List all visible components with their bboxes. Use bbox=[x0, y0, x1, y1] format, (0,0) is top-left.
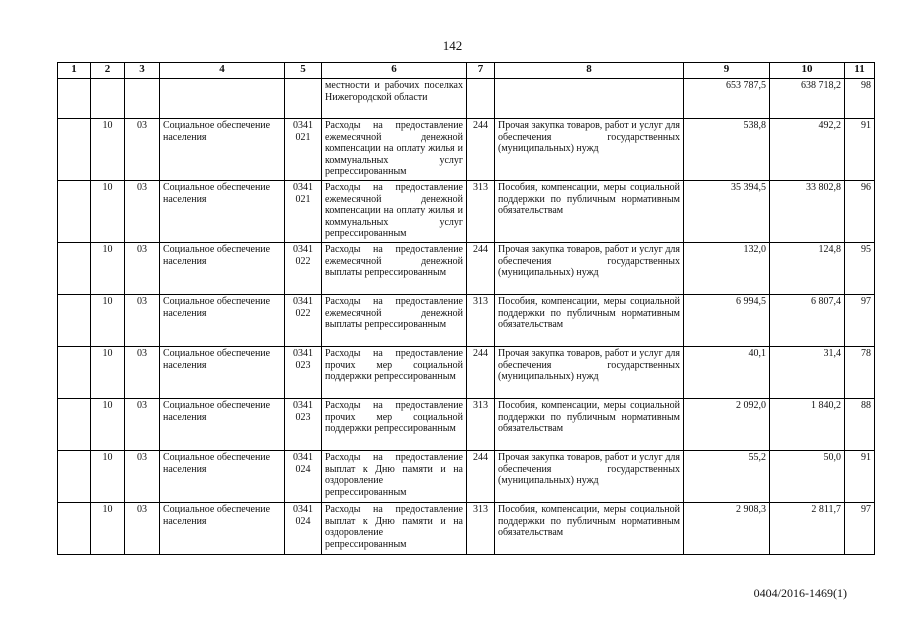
cell-expense-description: Расходы на предоставление выплат к Дню памяти и на оздоровление репрессированным bbox=[322, 503, 467, 555]
cell-execution-percent: 97 bbox=[845, 295, 875, 347]
cell-column-1 bbox=[58, 79, 91, 119]
cell-subsection: 03 bbox=[125, 451, 160, 503]
cell-execution-percent: 78 bbox=[845, 347, 875, 399]
cell-subsection: 03 bbox=[125, 119, 160, 181]
cell-expense-type: 313 bbox=[467, 399, 495, 451]
cell-section: 10 bbox=[91, 451, 125, 503]
cell-section-name: Социальное обеспечение населения bbox=[160, 181, 285, 243]
cell-section: 10 bbox=[91, 243, 125, 295]
cell-expense-type-name: Пособия, компенсации, меры социальной поддержки по публичным нормативным обязательствам bbox=[495, 399, 684, 451]
table-row bbox=[58, 399, 875, 451]
cell-expense-description: Расходы на предоставление выплат к Дню памяти и на оздоровление репрессированным bbox=[322, 451, 467, 503]
cell-target-article: 0341 022 bbox=[285, 295, 322, 347]
cell-section-name: Социальное обеспечение населения bbox=[160, 451, 285, 503]
cell-column-1 bbox=[58, 503, 91, 555]
cell-execution-percent: 88 bbox=[845, 399, 875, 451]
column-header: 11 bbox=[845, 63, 875, 79]
cell-actual-amount: 638 718,2 bbox=[770, 79, 845, 119]
cell-expense-type-name: Прочая закупка товаров, работ и услуг для обеспечения государственных (муниципальных) нужд bbox=[495, 451, 684, 503]
cell-execution-percent: 98 bbox=[845, 79, 875, 119]
cell-target-article: 0341 023 bbox=[285, 399, 322, 451]
cell-section-name: Социальное обеспечение населения bbox=[160, 119, 285, 181]
cell-target-article: 0341 022 bbox=[285, 243, 322, 295]
cell-expense-description: Расходы на предоставление ежемесячной денежной компенсации на оплату жилья и коммунальных услуг репрессированным bbox=[322, 119, 467, 181]
cell-target-article: 0341 021 bbox=[285, 119, 322, 181]
cell-expense-type: 244 bbox=[467, 451, 495, 503]
header-row bbox=[58, 63, 875, 79]
cell-expense-type: 313 bbox=[467, 503, 495, 555]
cell-planned-amount: 40,1 bbox=[684, 347, 770, 399]
cell-column-1 bbox=[58, 243, 91, 295]
cell-expense-description: Расходы на предоставление прочих мер социальной поддержки репрессированным bbox=[322, 347, 467, 399]
table-row bbox=[58, 503, 875, 555]
cell-planned-amount: 6 994,5 bbox=[684, 295, 770, 347]
cell-expense-type-name: Прочая закупка товаров, работ и услуг для обеспечения государственных (муниципальных) нужд bbox=[495, 243, 684, 295]
document-code: 0404/2016-1469(1) bbox=[753, 586, 847, 600]
column-header: 9 bbox=[684, 63, 770, 79]
column-header: 10 bbox=[770, 63, 845, 79]
cell-column-1 bbox=[58, 295, 91, 347]
cell-expense-type bbox=[467, 79, 495, 119]
cell-section: 10 bbox=[91, 295, 125, 347]
cell-expense-type: 313 bbox=[467, 295, 495, 347]
table-row bbox=[58, 295, 875, 347]
cell-expense-type-name bbox=[495, 79, 684, 119]
column-header: 1 bbox=[58, 63, 91, 79]
cell-planned-amount: 55,2 bbox=[684, 451, 770, 503]
cell-subsection: 03 bbox=[125, 295, 160, 347]
page-number: 142 bbox=[442, 38, 463, 53]
cell-section-name: Социальное обеспечение населения bbox=[160, 243, 285, 295]
cell-expense-type: 244 bbox=[467, 347, 495, 399]
cell-section-name bbox=[160, 79, 285, 119]
cell-section: 10 bbox=[91, 119, 125, 181]
table-row bbox=[58, 181, 875, 243]
cell-execution-percent: 91 bbox=[845, 451, 875, 503]
cell-expense-type-name: Пособия, компенсации, меры социальной поддержки по публичным нормативным обязательствам bbox=[495, 295, 684, 347]
cell-section-name: Социальное обеспечение населения bbox=[160, 503, 285, 555]
cell-planned-amount: 2 908,3 bbox=[684, 503, 770, 555]
column-header: 4 bbox=[160, 63, 285, 79]
cell-actual-amount: 1 840,2 bbox=[770, 399, 845, 451]
cell-planned-amount: 132,0 bbox=[684, 243, 770, 295]
cell-planned-amount: 538,8 bbox=[684, 119, 770, 181]
table-row bbox=[58, 79, 875, 119]
cell-expense-type-name: Прочая закупка товаров, работ и услуг для обеспечения государственных (муниципальных) нужд bbox=[495, 347, 684, 399]
cell-section: 10 bbox=[91, 503, 125, 555]
column-header: 6 bbox=[322, 63, 467, 79]
cell-section: 10 bbox=[91, 181, 125, 243]
cell-expense-description: Расходы на предоставление прочих мер социальной поддержки репрессированным bbox=[322, 399, 467, 451]
cell-execution-percent: 97 bbox=[845, 503, 875, 555]
cell-section-name: Социальное обеспечение населения bbox=[160, 347, 285, 399]
cell-actual-amount: 50,0 bbox=[770, 451, 845, 503]
cell-target-article: 0341 024 bbox=[285, 503, 322, 555]
cell-expense-type: 244 bbox=[467, 243, 495, 295]
budget-table bbox=[57, 62, 875, 555]
table-row bbox=[58, 451, 875, 503]
cell-subsection: 03 bbox=[125, 243, 160, 295]
cell-expense-type-name: Пособия, компенсации, меры социальной поддержки по публичным нормативным обязательствам bbox=[495, 503, 684, 555]
cell-subsection: 03 bbox=[125, 181, 160, 243]
cell-target-article bbox=[285, 79, 322, 119]
cell-section: 10 bbox=[91, 399, 125, 451]
cell-column-1 bbox=[58, 181, 91, 243]
cell-section bbox=[91, 79, 125, 119]
column-header: 5 bbox=[285, 63, 322, 79]
table-row bbox=[58, 119, 875, 181]
cell-planned-amount: 2 092,0 bbox=[684, 399, 770, 451]
cell-actual-amount: 31,4 bbox=[770, 347, 845, 399]
cell-expense-description: Расходы на предоставление ежемесячной денежной выплаты репрессированным bbox=[322, 243, 467, 295]
cell-actual-amount: 124,8 bbox=[770, 243, 845, 295]
cell-section-name: Социальное обеспечение населения bbox=[160, 295, 285, 347]
cell-execution-percent: 96 bbox=[845, 181, 875, 243]
column-header: 2 bbox=[91, 63, 125, 79]
cell-subsection: 03 bbox=[125, 399, 160, 451]
cell-target-article: 0341 021 bbox=[285, 181, 322, 243]
cell-expense-description: местности и рабочих поселках Нижегородской области bbox=[322, 79, 467, 119]
cell-actual-amount: 33 802,8 bbox=[770, 181, 845, 243]
cell-expense-type-name: Прочая закупка товаров, работ и услуг для обеспечения государственных (муниципальных) нужд bbox=[495, 119, 684, 181]
cell-section: 10 bbox=[91, 347, 125, 399]
cell-target-article: 0341 023 bbox=[285, 347, 322, 399]
table-row bbox=[58, 347, 875, 399]
cell-section-name: Социальное обеспечение населения bbox=[160, 399, 285, 451]
cell-expense-description: Расходы на предоставление ежемесячной денежной выплаты репрессированным bbox=[322, 295, 467, 347]
cell-planned-amount: 35 394,5 bbox=[684, 181, 770, 243]
cell-planned-amount: 653 787,5 bbox=[684, 79, 770, 119]
cell-execution-percent: 91 bbox=[845, 119, 875, 181]
cell-actual-amount: 6 807,4 bbox=[770, 295, 845, 347]
column-header: 3 bbox=[125, 63, 160, 79]
cell-expense-type-name: Пособия, компенсации, меры социальной поддержки по публичным нормативным обязательствам bbox=[495, 181, 684, 243]
cell-actual-amount: 492,2 bbox=[770, 119, 845, 181]
column-header: 7 bbox=[467, 63, 495, 79]
cell-actual-amount: 2 811,7 bbox=[770, 503, 845, 555]
cell-subsection: 03 bbox=[125, 347, 160, 399]
cell-column-1 bbox=[58, 347, 91, 399]
cell-expense-description: Расходы на предоставление ежемесячной денежной компенсации на оплату жилья и коммунальных услуг репрессированным bbox=[322, 181, 467, 243]
column-header: 8 bbox=[495, 63, 684, 79]
cell-expense-type: 244 bbox=[467, 119, 495, 181]
cell-target-article: 0341 024 bbox=[285, 451, 322, 503]
cell-column-1 bbox=[58, 399, 91, 451]
cell-expense-type: 313 bbox=[467, 181, 495, 243]
cell-execution-percent: 95 bbox=[845, 243, 875, 295]
cell-column-1 bbox=[58, 451, 91, 503]
cell-subsection: 03 bbox=[125, 503, 160, 555]
cell-subsection bbox=[125, 79, 160, 119]
table-row bbox=[58, 243, 875, 295]
cell-column-1 bbox=[58, 119, 91, 181]
